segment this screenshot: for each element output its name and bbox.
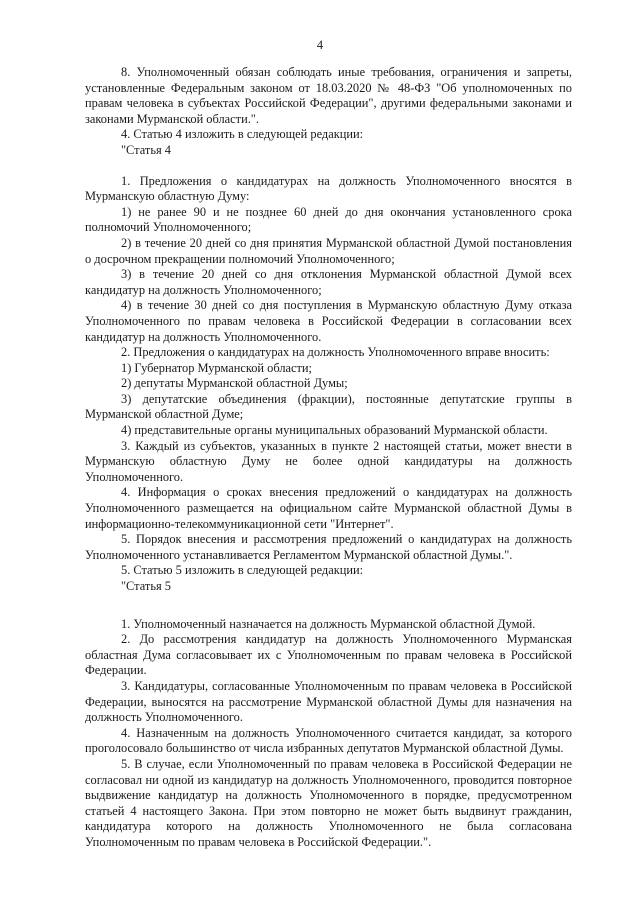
article-4-part-2-item-3: 3) депутатские объединения (фракции), постоянные депутатские группы в Мурманской областной Думе; bbox=[85, 391, 572, 422]
article-4-part-1-item-1: 1) не ранее 90 и не позднее 60 дней до дня окончания установленного срока полномочий Уполномоченного; bbox=[85, 204, 572, 235]
article-5-part-4: 4. Назначенным на должность Уполномоченного считается кандидат, за которого проголосовало большинство от числа избранных депутатов Мурманской областной Думы. bbox=[85, 725, 572, 756]
paragraph-item-4-instruction: 4. Статью 4 изложить в следующей редакции: bbox=[121, 127, 364, 142]
article-4-part-5: 5. Порядок внесения и рассмотрения предложений о кандидатурах на должность Уполномоченного устанавливается Регламентом Мурманской областной Думы.". bbox=[85, 532, 572, 562]
article-4-part-1: 1. Предложения о кандидатурах на должность Уполномоченного вносятся в Мурманскую областную Думу: bbox=[85, 173, 572, 204]
article-4-part-1-item-3: 3) в течение 20 дней со дня отклонения Мурманской областной Думой всех кандидатур на должность Уполномоченного; bbox=[85, 267, 572, 297]
article-5-part-3: 3. Кандидатуры, согласованные Уполномоченным по правам человека в Российской Федерации, выносятся на рассмотрение Мурманской областной Думы для назначения на должность Уполномоченного. bbox=[85, 678, 572, 725]
article-4-part-2-item-4: 4) представительные органы муниципальных образований Мурманской области. bbox=[121, 423, 548, 438]
paragraph-item-5-instruction: 5. Статью 5 изложить в следующей редакции: bbox=[121, 563, 364, 578]
page-number: 4 bbox=[316, 38, 324, 52]
article-4-part-2: 2. Предложения о кандидатурах на должность Уполномоченного вправе вносить: bbox=[121, 345, 550, 360]
article-4-heading: "Статья 4 bbox=[121, 142, 171, 157]
article-5-part-2: 2. До рассмотрения кандидатур на должность Уполномоченного Мурманская областная Дума согласовывает их с Уполномоченным по правам человека в Российской Федерации. bbox=[85, 632, 572, 678]
article-4-part-3: 3. Каждый из субъектов, указанных в пункте 2 настоящей статьи, может внести в Мурманскую областную Думу не более одной кандидатуры на должность Уполномоченного. bbox=[85, 438, 572, 484]
article-4-part-1-item-2: 2) в течение 20 дней со дня принятия Мурманской областной Думой постановления о досрочном прекращении полномочий Уполномоченного; bbox=[85, 235, 572, 266]
article-5-heading: "Статья 5 bbox=[121, 579, 171, 593]
article-5-part-1: 1. Уполномоченный назначается на должность Мурманской областной Думой. bbox=[121, 616, 536, 631]
article-4-part-1-item-4: 4) в течение 30 дней со дня поступления в Мурманскую областную Думу отказа Уполномоченного по правам человека в Российской Федерации в согласовании всех кандидатур на должность Уполномоченного. bbox=[85, 298, 572, 344]
document-body bbox=[85, 65, 572, 851]
article-4-part-4: 4. Информация о сроках внесения предложений о кандидатурах на должность Уполномоченного размещается на официальном сайте Мурманской областной Думы в информационно-телекоммуникационной сети "Интернет". bbox=[85, 485, 572, 531]
paragraph-amendment-8: 8. Уполномоченный обязан соблюдать иные требования, ограничения и запреты, установленные Федеральным законом от 18.03.2020 № 48-ФЗ "Об уполномоченных по правам человека в субъектах Российской Федерации", другими федеральными законами и законами Мурманской области.". bbox=[85, 65, 572, 126]
article-4-part-2-item-1: 1) Губернатор Мурманской области; bbox=[121, 360, 312, 375]
article-4-part-2-item-2: 2) депутаты Мурманской областной Думы; bbox=[121, 376, 348, 391]
article-5-part-5: 5. В случае, если Уполномоченный по правам человека в Российской Федерации не согласовал ни одной из кандидатур на должность Уполномоченного, проводится повторное выдвижение кандидатур на должность Уполномоченного в порядке, предусмотренном статьей 4 настоящего Закона. При этом повторно не может быть выдвинут гражданин, кандидатура которого на должность Уполномоченного не была согласована Уполномоченным по правам человека в Российской Федерации.". bbox=[85, 756, 572, 849]
